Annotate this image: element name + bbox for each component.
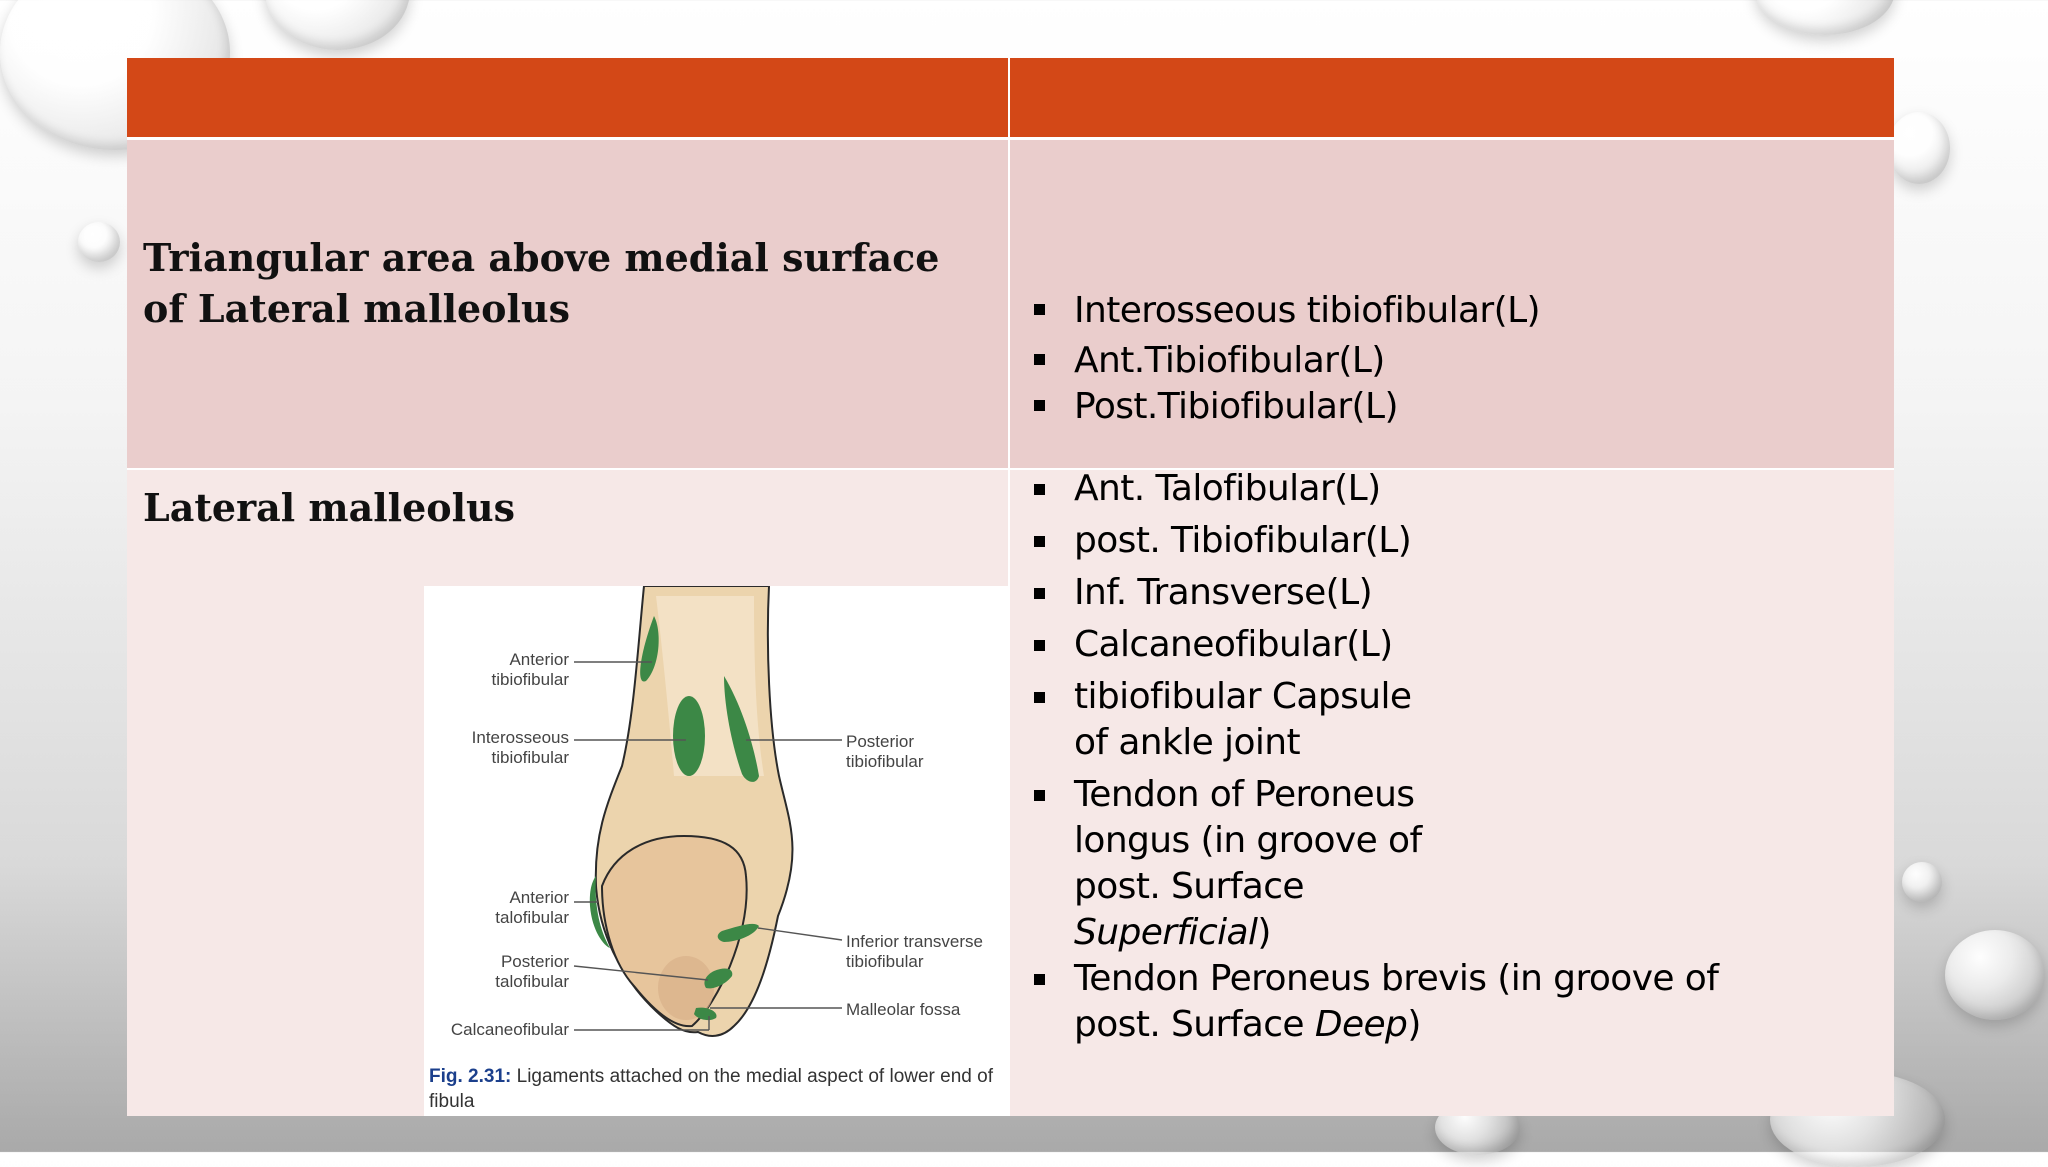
table-row-1-attachments-cell [1010, 140, 1894, 470]
water-drop-decoration [1902, 862, 1942, 902]
attachment-text: tibiofibular Capsule of ankle joint [1074, 676, 1412, 763]
list-item [1010, 956, 1770, 1048]
bullet-square-icon [1034, 400, 1045, 411]
attachment-text: Inf. Transverse(L) [1074, 572, 1373, 613]
figure-label: Posterior tibiofibular [846, 732, 924, 771]
term-label: Lateral malleolus [143, 485, 516, 530]
table-row-2-attachments-cell [1010, 470, 1894, 1116]
bullet-square-icon [1034, 484, 1045, 495]
attachment-text: Ant. Talofibular(L) [1074, 468, 1381, 509]
list-item [1010, 384, 1770, 430]
bullet-square-icon [1034, 692, 1045, 703]
water-drop-decoration [78, 222, 120, 262]
list-item [1010, 466, 1770, 512]
bullet-square-icon [1034, 354, 1045, 365]
table-header-cell [1010, 58, 1894, 140]
attachments-table [127, 58, 1894, 1116]
list-item [1010, 570, 1770, 616]
fibula-ligaments-figure [424, 586, 1010, 1116]
bullet-square-icon [1034, 640, 1045, 651]
water-drop-decoration [265, 0, 410, 50]
bullet-square-icon [1034, 536, 1045, 547]
figure-label: Anterior tibiofibular [491, 650, 569, 689]
attachment-italic: Deep [1314, 1004, 1408, 1045]
bullet-square-icon [1034, 974, 1045, 985]
figure-label: Calcaneofibular [450, 1020, 569, 1039]
list-item [1010, 772, 1430, 956]
figure-label: Posterior talofibular [495, 952, 569, 991]
figure-label: Inferior transverse tibiofibular [846, 932, 983, 971]
table-row-1-term-cell [127, 140, 1010, 470]
list-item [1010, 674, 1440, 766]
water-drop-decoration [1888, 112, 1950, 184]
figure-label: Interosseous tibiofibular [471, 728, 569, 767]
table-row-2-term-cell [127, 470, 1010, 1116]
figure-caption-text: Ligaments attached on the medial aspect of lower end of fibula [429, 1066, 993, 1112]
attachment-text: Calcaneofibular(L) [1074, 624, 1393, 665]
bullet-square-icon [1034, 790, 1045, 801]
table-header-cell [127, 58, 1010, 140]
attachment-italic: Superficial [1074, 912, 1258, 953]
interosseous-ligament [673, 696, 705, 776]
attachment-text: Post.Tibiofibular(L) [1074, 386, 1398, 427]
list-item [1010, 288, 1770, 334]
bullet-square-icon [1034, 304, 1045, 315]
figure-label: Malleolar fossa [846, 1000, 961, 1019]
list-item [1010, 338, 1770, 384]
figure-label: Anterior talofibular [495, 888, 569, 927]
attachment-text: Tendon Peroneus brevis (in groove of post. Surface Deep) [1074, 958, 1719, 1045]
attachment-text: Interosseous tibiofibular(L) [1074, 290, 1540, 331]
bullet-square-icon [1034, 588, 1045, 599]
list-item [1010, 518, 1770, 564]
figure-caption-label: Fig. 2.31: [429, 1066, 512, 1087]
attachment-text: post. Tibiofibular(L) [1074, 520, 1412, 561]
attachment-text: Tendon of Peroneus longus (in groove of post. Surface Superficial) [1074, 774, 1422, 953]
figure-caption [429, 1064, 1007, 1114]
list-item [1010, 622, 1770, 668]
term-label: Triangular area above medial surface of Lateral malleolus [143, 235, 940, 331]
attachment-text: Ant.Tibiofibular(L) [1074, 340, 1385, 381]
water-drop-decoration [1945, 930, 2045, 1020]
water-drop-decoration [1755, 0, 1895, 35]
